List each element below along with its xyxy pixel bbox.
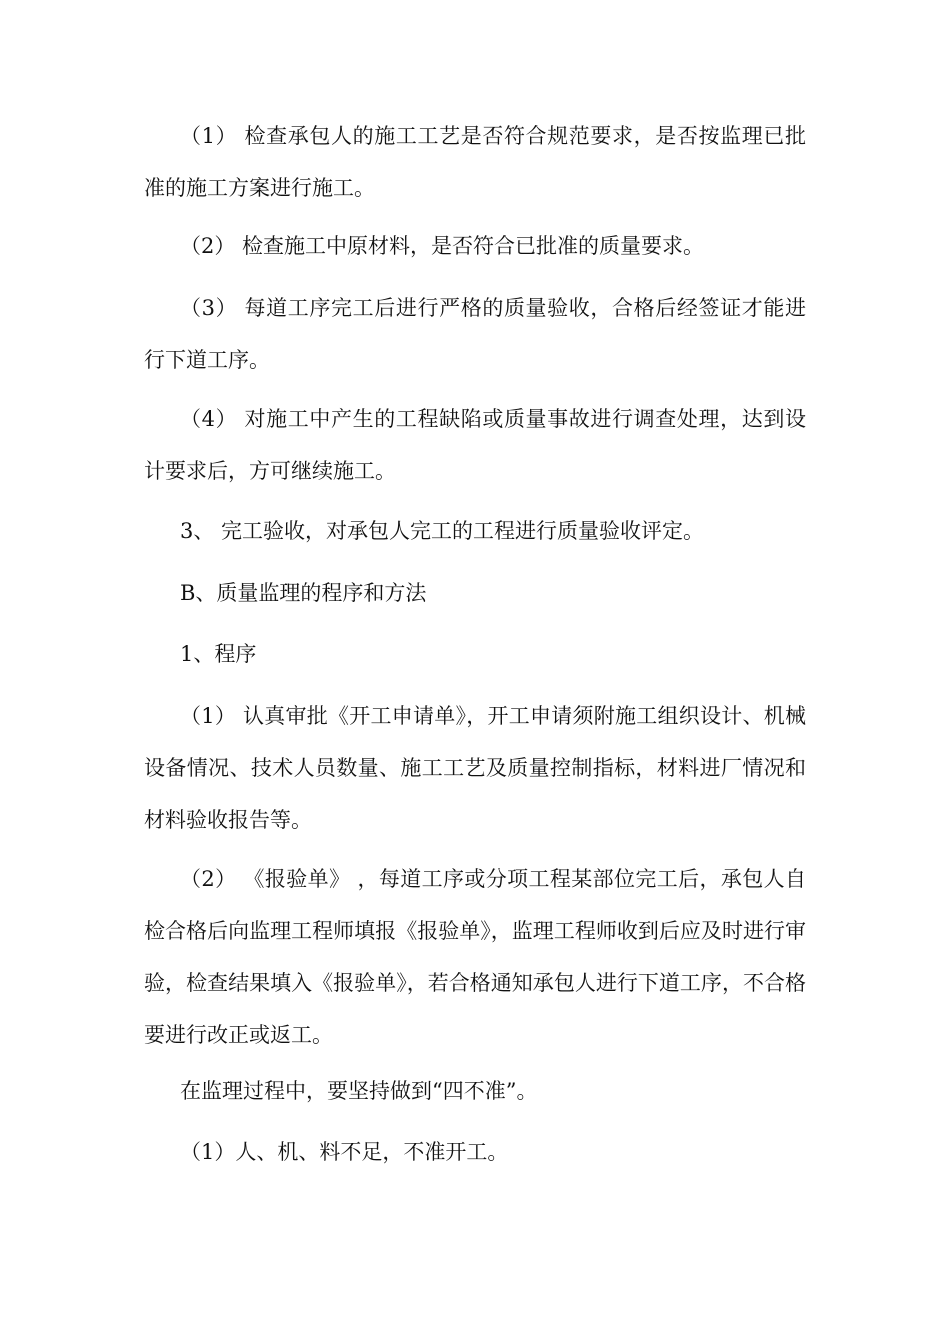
paragraph-3: （3） 每道工序完工后进行严格的质量验收，合格后经签证才能进行下道工序。 <box>144 296 806 372</box>
subheading-procedure: 1、程序 <box>180 642 257 666</box>
paragraph-4: （4） 对施工中产生的工程缺陷或质量事故进行调查处理，达到设计要求后，方可继续施工。 <box>144 407 806 483</box>
paragraph-2: （2） 检查施工中原材料，是否符合已批准的质量要求。 <box>180 234 705 258</box>
paragraph-6: （1） 认真审批《开工申请单》，开工申请须附施工组织设计、机械设备情况、技术人员数量、施工工艺及质量控制指标，材料进厂情况和材料验收报告等。 <box>144 704 806 832</box>
paragraph-7: （2） 《报验单》 ，每道工序或分项工程某部位完工后，承包人自检合格后向监理工程师填报《报验单》，监理工程师收到后应及时进行审验，检查结果填入《报验单》，若合格通知承包人进行下道工序，不合格要进行改正或返工。 <box>144 867 806 1047</box>
paragraph-9: （1）人、机、料不足，不准开工。 <box>180 1140 509 1164</box>
paragraph-1: （1） 检查承包人的施工工艺是否符合规范要求，是否按监理已批准的施工方案进行施工。 <box>144 124 806 200</box>
section-heading-b: B、质量监理的程序和方法 <box>180 581 427 605</box>
paragraph-5: 3、 完工验收，对承包人完工的工程进行质量验收评定。 <box>180 519 705 543</box>
paragraph-8: 在监理过程中，要坚持做到“四不准”。 <box>180 1079 538 1103</box>
